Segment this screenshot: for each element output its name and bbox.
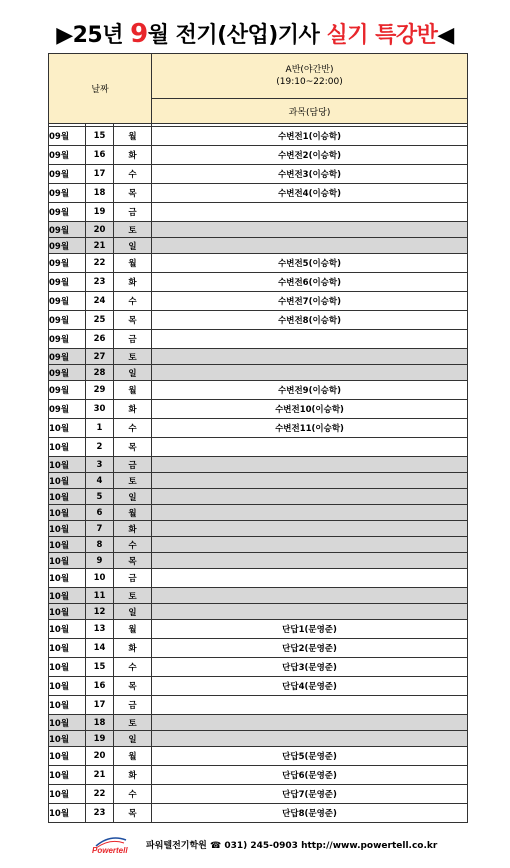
row-day: 15	[86, 127, 114, 146]
schedule-row	[49, 804, 468, 823]
header-subject: 과목(담당)	[152, 99, 468, 124]
schedule-row	[49, 473, 468, 489]
row-weekday: 일	[114, 489, 152, 505]
row-day: 5	[86, 489, 114, 505]
title-part1: 25년	[72, 23, 131, 48]
row-month: 09월	[49, 365, 86, 381]
row-day: 16	[86, 146, 114, 165]
row-subject: 단답3(문영준)	[152, 658, 468, 677]
row-month: 10월	[49, 457, 86, 473]
row-subject	[152, 489, 468, 505]
row-day: 22	[86, 254, 114, 273]
row-day: 17	[86, 165, 114, 184]
row-subject	[152, 473, 468, 489]
row-subject: 단답7(문영준)	[152, 785, 468, 804]
row-weekday: 화	[114, 273, 152, 292]
row-month: 10월	[49, 804, 86, 823]
schedule-row	[49, 658, 468, 677]
schedule-row	[49, 381, 468, 400]
schedule-row	[49, 438, 468, 457]
schedule-row	[49, 292, 468, 311]
row-weekday: 수	[114, 658, 152, 677]
schedule-row	[49, 747, 468, 766]
row-month: 09월	[49, 222, 86, 238]
header-class	[152, 54, 468, 99]
row-subject: 수변전9(이승학)	[152, 381, 468, 400]
row-day: 19	[86, 731, 114, 747]
schedule-row	[49, 254, 468, 273]
row-subject	[152, 238, 468, 254]
row-day: 25	[86, 311, 114, 330]
footer-contact: 파워텔전기학원 ☎ 031) 245-0903 http://www.powertell.co.kr	[146, 841, 438, 851]
row-day: 20	[86, 747, 114, 766]
row-subject	[152, 349, 468, 365]
row-weekday: 화	[114, 766, 152, 785]
row-weekday: 토	[114, 473, 152, 489]
row-subject: 수변전8(이승학)	[152, 311, 468, 330]
schedule-row	[49, 677, 468, 696]
row-subject: 수변전7(이승학)	[152, 292, 468, 311]
schedule-row	[49, 165, 468, 184]
row-day: 13	[86, 620, 114, 639]
row-weekday: 수	[114, 292, 152, 311]
row-day: 20	[86, 222, 114, 238]
schedule-row	[49, 273, 468, 292]
row-month: 10월	[49, 639, 86, 658]
row-subject	[152, 521, 468, 537]
row-subject	[152, 537, 468, 553]
row-day: 2	[86, 438, 114, 457]
schedule-row	[49, 696, 468, 715]
row-subject	[152, 731, 468, 747]
row-day: 26	[86, 330, 114, 349]
row-month: 10월	[49, 715, 86, 731]
row-weekday: 금	[114, 457, 152, 473]
row-weekday: 수	[114, 419, 152, 438]
row-day: 7	[86, 521, 114, 537]
row-month: 09월	[49, 330, 86, 349]
row-weekday: 금	[114, 330, 152, 349]
row-weekday: 토	[114, 222, 152, 238]
schedule-row	[49, 785, 468, 804]
schedule-row	[49, 553, 468, 569]
schedule-row	[49, 238, 468, 254]
row-weekday: 월	[114, 747, 152, 766]
row-weekday: 화	[114, 400, 152, 419]
row-subject: 수변전3(이승학)	[152, 165, 468, 184]
row-subject	[152, 222, 468, 238]
row-subject	[152, 553, 468, 569]
schedule-row	[49, 505, 468, 521]
row-day: 11	[86, 588, 114, 604]
row-subject: 단답8(문영준)	[152, 804, 468, 823]
row-subject: 단답5(문영준)	[152, 747, 468, 766]
row-month: 09월	[49, 400, 86, 419]
row-month: 09월	[49, 254, 86, 273]
title-arrow-left: ▶	[56, 23, 73, 48]
title-arrow-right: ◀	[437, 23, 454, 48]
row-subject: 수변전6(이승학)	[152, 273, 468, 292]
row-weekday: 목	[114, 311, 152, 330]
schedule-row	[49, 569, 468, 588]
row-weekday: 목	[114, 438, 152, 457]
row-day: 23	[86, 804, 114, 823]
schedule-row	[49, 731, 468, 747]
row-day: 6	[86, 505, 114, 521]
row-month: 09월	[49, 184, 86, 203]
row-subject	[152, 588, 468, 604]
schedule-row	[49, 330, 468, 349]
row-day: 27	[86, 349, 114, 365]
row-day: 18	[86, 715, 114, 731]
row-subject	[152, 604, 468, 620]
footer	[90, 832, 438, 856]
header-class-time: (19:10~22:00)	[276, 77, 343, 87]
row-day: 9	[86, 553, 114, 569]
row-weekday: 화	[114, 146, 152, 165]
row-subject: 단답4(문영준)	[152, 677, 468, 696]
row-day: 16	[86, 677, 114, 696]
row-weekday: 금	[114, 696, 152, 715]
row-weekday: 화	[114, 521, 152, 537]
row-day: 10	[86, 569, 114, 588]
row-day: 23	[86, 273, 114, 292]
schedule-row	[49, 222, 468, 238]
row-weekday: 화	[114, 639, 152, 658]
row-day: 14	[86, 639, 114, 658]
row-month: 10월	[49, 766, 86, 785]
row-subject: 수변전5(이승학)	[152, 254, 468, 273]
row-subject: 단답2(문영준)	[152, 639, 468, 658]
row-subject: 단답6(문영준)	[152, 766, 468, 785]
schedule-row	[49, 184, 468, 203]
schedule-row	[49, 203, 468, 222]
row-weekday: 수	[114, 785, 152, 804]
row-month: 09월	[49, 165, 86, 184]
powertell-logo	[90, 832, 130, 856]
row-day: 17	[86, 696, 114, 715]
row-weekday: 일	[114, 238, 152, 254]
row-day: 8	[86, 537, 114, 553]
schedule-row	[49, 146, 468, 165]
row-month: 10월	[49, 696, 86, 715]
row-month: 10월	[49, 569, 86, 588]
row-month: 10월	[49, 419, 86, 438]
row-weekday: 월	[114, 620, 152, 639]
schedule-table	[48, 53, 468, 823]
row-weekday: 수	[114, 165, 152, 184]
row-weekday: 토	[114, 349, 152, 365]
row-weekday: 금	[114, 203, 152, 222]
row-day: 1	[86, 419, 114, 438]
row-month: 10월	[49, 438, 86, 457]
schedule-row	[49, 365, 468, 381]
row-day: 22	[86, 785, 114, 804]
schedule-row	[49, 489, 468, 505]
schedule-row	[49, 521, 468, 537]
row-subject: 수변전10(이승학)	[152, 400, 468, 419]
row-weekday: 목	[114, 553, 152, 569]
schedule-row	[49, 349, 468, 365]
row-subject	[152, 330, 468, 349]
row-subject	[152, 203, 468, 222]
row-month: 10월	[49, 505, 86, 521]
row-month: 10월	[49, 658, 86, 677]
row-weekday: 월	[114, 381, 152, 400]
row-day: 24	[86, 292, 114, 311]
row-subject	[152, 438, 468, 457]
row-subject	[152, 715, 468, 731]
row-day: 19	[86, 203, 114, 222]
header-class-name: A반(야간반)	[285, 65, 334, 75]
row-day: 21	[86, 766, 114, 785]
page-title	[0, 16, 510, 52]
row-day: 3	[86, 457, 114, 473]
row-subject	[152, 696, 468, 715]
row-month: 10월	[49, 620, 86, 639]
row-subject: 수변전4(이승학)	[152, 184, 468, 203]
row-month: 09월	[49, 292, 86, 311]
title-highlight: 실기 특강반	[326, 23, 438, 48]
row-weekday: 목	[114, 184, 152, 203]
row-month: 10월	[49, 553, 86, 569]
row-subject: 수변전1(이승학)	[152, 127, 468, 146]
row-day: 12	[86, 604, 114, 620]
row-weekday: 월	[114, 505, 152, 521]
row-subject	[152, 505, 468, 521]
row-month: 09월	[49, 238, 86, 254]
row-month: 10월	[49, 489, 86, 505]
row-month: 09월	[49, 311, 86, 330]
row-month: 10월	[49, 588, 86, 604]
row-subject: 수변전11(이승학)	[152, 419, 468, 438]
title-month: 9	[130, 19, 148, 49]
row-weekday: 금	[114, 569, 152, 588]
row-weekday: 월	[114, 127, 152, 146]
row-month: 10월	[49, 785, 86, 804]
row-month: 09월	[49, 273, 86, 292]
schedule-row	[49, 419, 468, 438]
row-weekday: 월	[114, 254, 152, 273]
row-subject	[152, 365, 468, 381]
row-day: 29	[86, 381, 114, 400]
row-day: 18	[86, 184, 114, 203]
row-subject	[152, 457, 468, 473]
row-weekday: 일	[114, 365, 152, 381]
row-subject	[152, 569, 468, 588]
row-day: 28	[86, 365, 114, 381]
row-subject: 수변전2(이승학)	[152, 146, 468, 165]
row-weekday: 목	[114, 804, 152, 823]
row-month: 09월	[49, 349, 86, 365]
row-month: 10월	[49, 677, 86, 696]
row-weekday: 토	[114, 588, 152, 604]
schedule-row	[49, 604, 468, 620]
schedule-row	[49, 620, 468, 639]
row-weekday: 토	[114, 715, 152, 731]
row-month: 10월	[49, 604, 86, 620]
row-weekday: 목	[114, 677, 152, 696]
row-month: 09월	[49, 146, 86, 165]
schedule-row	[49, 715, 468, 731]
svg-text:Powertell: Powertell	[92, 846, 128, 855]
schedule-row	[49, 311, 468, 330]
schedule-row	[49, 766, 468, 785]
schedule-body	[49, 124, 468, 823]
row-month: 09월	[49, 127, 86, 146]
schedule-row	[49, 588, 468, 604]
row-month: 10월	[49, 747, 86, 766]
row-month: 09월	[49, 381, 86, 400]
row-month: 10월	[49, 731, 86, 747]
row-month: 10월	[49, 537, 86, 553]
schedule-row	[49, 127, 468, 146]
row-subject: 단답1(문영준)	[152, 620, 468, 639]
row-month: 10월	[49, 473, 86, 489]
schedule-row	[49, 537, 468, 553]
row-day: 15	[86, 658, 114, 677]
header-date: 날짜	[49, 54, 152, 124]
schedule-row	[49, 400, 468, 419]
row-month: 09월	[49, 203, 86, 222]
row-day: 21	[86, 238, 114, 254]
schedule-row	[49, 639, 468, 658]
title-part2: 월 전기(산업)기사	[147, 23, 327, 48]
row-day: 4	[86, 473, 114, 489]
row-month: 10월	[49, 521, 86, 537]
row-weekday: 일	[114, 731, 152, 747]
row-weekday: 수	[114, 537, 152, 553]
row-weekday: 일	[114, 604, 152, 620]
row-day: 30	[86, 400, 114, 419]
schedule-row	[49, 457, 468, 473]
